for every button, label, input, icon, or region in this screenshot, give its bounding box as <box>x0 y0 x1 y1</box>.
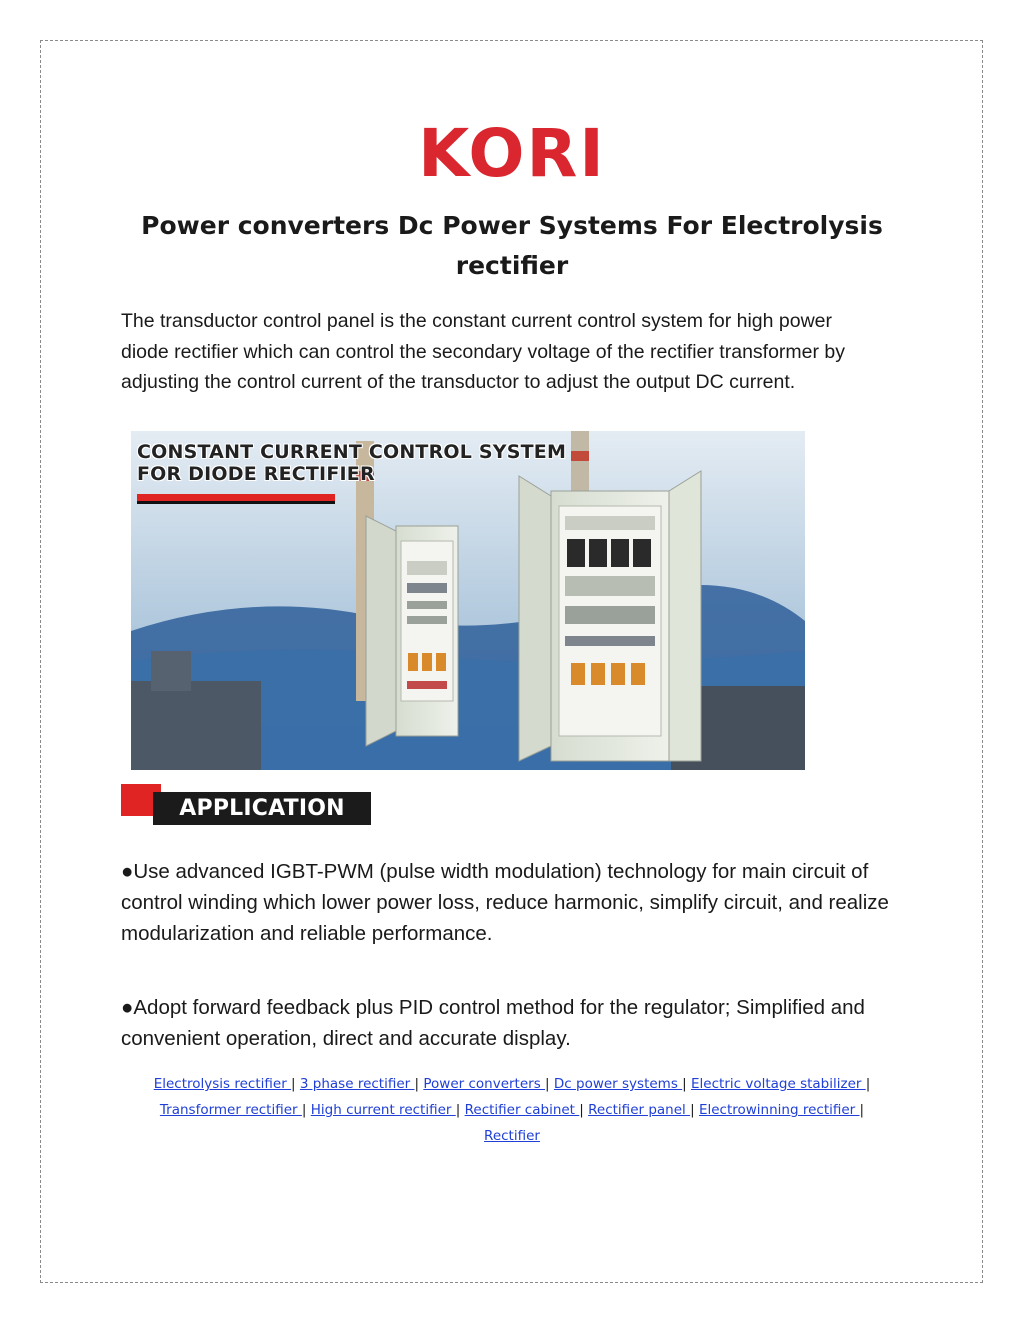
link-power-converters[interactable]: Power converters <box>423 1076 546 1092</box>
link-separator: | <box>682 1076 687 1092</box>
link-high-current-rectifier[interactable]: High current rectifier <box>310 1102 456 1118</box>
link-separator: | <box>690 1102 695 1118</box>
link-electric-voltage-stabilizer[interactable]: Electric voltage stabilizer <box>691 1076 866 1092</box>
bullet-pid: ●Adopt forward feedback plus PID control method for the regulator; Simplified and convenient operation, direct and accurate display. <box>121 996 865 1050</box>
link-separator: | <box>291 1076 296 1092</box>
link-dc-power-systems[interactable]: Dc power systems <box>553 1076 683 1092</box>
hero-accent-bar <box>137 494 335 501</box>
link-3-phase-rectifier[interactable]: 3 phase rectifier <box>299 1076 415 1092</box>
link-separator: | <box>865 1076 871 1092</box>
logo-text: KORI <box>418 118 606 184</box>
page-title: Power converters Dc Power Systems For Electrolysis rectifier <box>141 211 883 280</box>
hero-caption <box>137 441 566 485</box>
related-links <box>150 1071 874 1149</box>
intro-paragraph: The transductor control panel is the constant current control system for high power diode rectifier which can control the secondary voltage of the rectifier transformer by adjusting the control current of the transductor to adjust the output DC current. <box>121 310 846 393</box>
link-transformer-rectifier[interactable]: Transformer rectifier <box>159 1102 302 1118</box>
hero-image <box>131 431 805 770</box>
link-electrowinning-rectifier[interactable]: Electrowinning rectifier <box>698 1102 860 1118</box>
left-cabinet <box>366 516 458 746</box>
link-rectifier[interactable]: Rectifier <box>484 1128 540 1144</box>
link-separator: | <box>545 1076 550 1092</box>
kori-logo <box>390 118 635 184</box>
link-rectifier-cabinet[interactable]: Rectifier cabinet <box>464 1102 580 1118</box>
bullet-igbt: ●Use advanced IGBT-PWM (pulse width modulation) technology for main circuit of control winding which lower power loss, reduce harmonic, simplify circuit, and realize modularization and reliable performance. <box>121 860 889 945</box>
application-label: APPLICATION <box>153 792 371 825</box>
link-electrolysis-rectifier[interactable]: Electrolysis rectifier <box>153 1076 292 1092</box>
hero-caption-line2: FOR DIODE RECTIFIER <box>137 463 375 485</box>
application-badge <box>121 784 371 826</box>
link-separator: | <box>414 1076 420 1092</box>
right-cabinet <box>519 471 701 761</box>
link-rectifier-panel[interactable]: Rectifier panel <box>588 1102 691 1118</box>
link-separator: | <box>579 1102 584 1118</box>
link-separator: | <box>301 1102 307 1118</box>
link-separator: | <box>859 1102 865 1118</box>
hero-caption-line1: CONSTANT CURRENT CONTROL SYSTEM <box>137 441 567 463</box>
link-separator: | <box>455 1102 461 1118</box>
